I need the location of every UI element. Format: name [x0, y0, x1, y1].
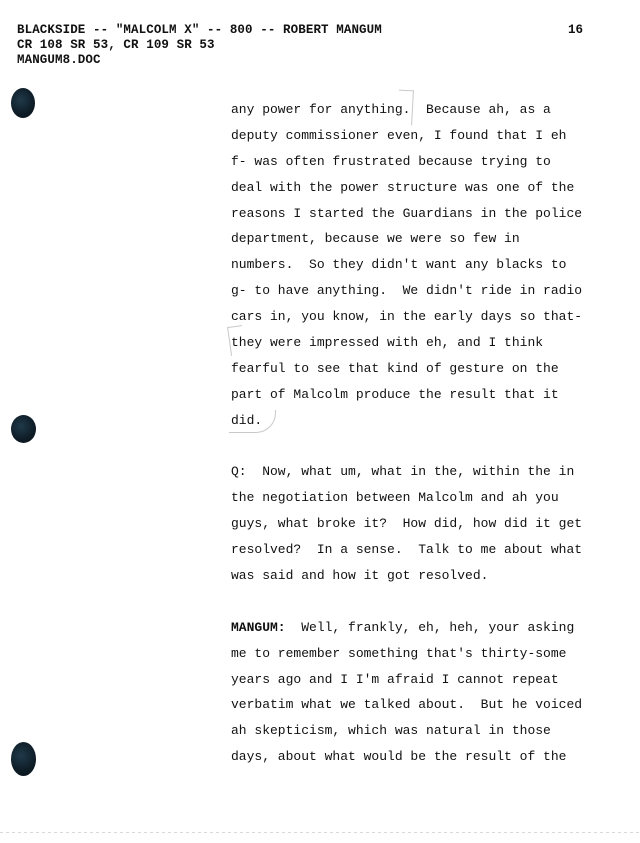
- transcript-line: deal with the power structure was one of the: [231, 179, 575, 195]
- transcript-line: numbers. So they didn't want any blacks to: [231, 257, 567, 273]
- transcript-line: they were impressed with eh, and I think: [231, 335, 544, 351]
- punch-hole: [11, 88, 35, 118]
- transcript-line: any power for anything. Because ah, as a: [231, 102, 551, 117]
- transcript-paragraph-1: [231, 97, 636, 434]
- transcript-line: me to remember something that's thirty-some: [231, 645, 567, 661]
- transcript-line: deputy commissioner even, I found that I eh: [231, 127, 567, 143]
- header-roll-line: CR 108 SR 53, CR 109 SR 53: [17, 38, 215, 52]
- transcript-line: ah skepticism, which was natural in those: [231, 723, 551, 739]
- transcript-paragraph-question: [231, 459, 636, 588]
- document-header: [17, 23, 382, 68]
- transcript-line: Q: Now, what um, what in the, within the in: [231, 464, 575, 480]
- transcript-line: fearful to see that kind of gesture on the: [231, 360, 559, 376]
- transcript-line: verbatim what we talked about. But he voiced: [231, 697, 583, 713]
- speaker-label: MANGUM:: [231, 619, 286, 635]
- transcript-line: g- to have anything. We didn't ride in radio: [231, 283, 583, 299]
- page-number: 16: [568, 23, 584, 37]
- transcript-line: [231, 615, 636, 641]
- transcript-paragraph-answer: [231, 615, 636, 770]
- scan-edge-line: [0, 832, 640, 833]
- transcript-line: cars in, you know, in the early days so that-: [231, 309, 583, 325]
- header-filename-line: MANGUM8.DOC: [17, 53, 101, 67]
- transcript-line: was said and how it got resolved.: [231, 568, 489, 584]
- transcript-line: days, about what would be the result of the: [231, 749, 567, 765]
- punch-hole: [11, 415, 36, 443]
- speaker-text: Well, frankly, eh, heh, your asking: [285, 619, 575, 635]
- paragraph-gap: [231, 589, 636, 615]
- transcript-line: reasons I started the Guardians in the police: [231, 205, 583, 221]
- header-title-line: BLACKSIDE -- "MALCOLM X" -- 800 -- ROBERT MANGUM: [17, 23, 382, 37]
- punch-hole: [11, 742, 36, 776]
- transcript-line: guys, what broke it? How did, how did it get: [231, 516, 583, 532]
- transcript-line: years ago and I I'm afraid I cannot repeat: [231, 671, 559, 687]
- transcript-line: part of Malcolm produce the result that it: [231, 386, 559, 402]
- transcript-line: resolved? In a sense. Talk to me about what: [231, 542, 583, 558]
- transcript-line: f- was often frustrated because trying to: [231, 153, 551, 169]
- transcript-line: department, because we were so few in: [231, 231, 520, 247]
- transcript-line: did.: [231, 412, 263, 428]
- transcript-body: [231, 97, 636, 770]
- transcript-line: the negotiation between Malcolm and ah you: [231, 490, 559, 506]
- paragraph-gap: [231, 434, 636, 460]
